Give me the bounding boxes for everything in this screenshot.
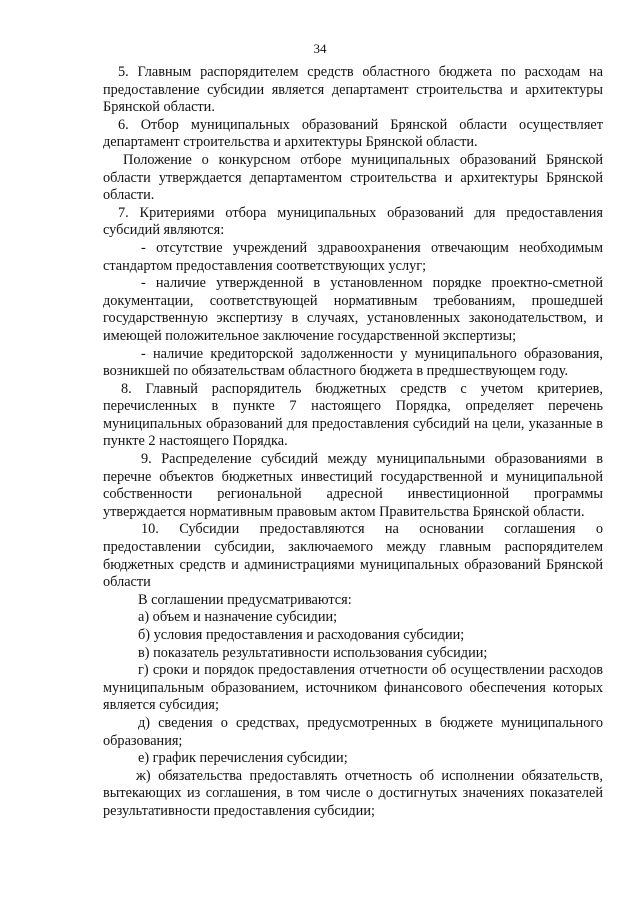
paragraph: - наличие утвержденной в установленном порядке проектно-сметной документации, соответствующей нормативным требованиям, прошедшей государственную экспертизу в случаях, установленных законодательством, и имеющей положительное заключение государственной экспертизы; [103,275,603,344]
paragraph: 7. Критериями отбора муниципальных образований для предоставления субсидий являются: [103,204,603,239]
document-body [103,64,603,821]
paragraph: а) объем и назначение субсидии; [138,609,338,626]
paragraph: 5. Главным распорядителем средств областного бюджета по расходам на предоставление субсидии является департамент строительства и архитектуры Брянской области. [103,64,603,116]
paragraph: 9. Распределение субсидий между муниципальными образованиями в перечне объектов бюджетных инвестиций государственной и муниципальной собственности региональной адресной инвестиционной программы утверждается нормативным правовым актом Правительства Брянской области. [103,451,603,520]
paragraph: е) график перечисления субсидии; [138,750,348,767]
paragraph: г) сроки и порядок предоставления отчетности об осуществлении расходов муниципальным образованием, источником финансового обеспечения которых является субсидия; [103,662,603,714]
paragraph: - наличие кредиторской задолженности у муниципального образования, возникшей по обязательствам областного бюджета в предшествующем году. [103,345,603,380]
paragraph: в) показатель результативности использования субсидии; [138,644,488,661]
paragraph: ж) обязательства предоставлять отчетность об исполнении обязательств, вытекающих из соглашения, в том числе о достигнутых значениях показателей результативности предоставления субсидии; [103,767,603,819]
page-number: 34 [313,41,327,56]
paragraph: - отсутствие учреждений здравоохранения отвечающим необходимым стандартом предоставления соответствующих услуг; [103,239,603,274]
paragraph: 10. Субсидии предоставляются на основании соглашения о предоставлении субсидии, заключаемого между главным распорядителем бюджетных средств и администрациями муниципальных образований Брянской области [103,521,603,591]
paragraph: В соглашении предусматриваются: [138,591,352,608]
paragraph: Положение о конкурсном отборе муниципальных образований Брянской области утверждается департаментом строительства и архитектуры Брянской области. [103,151,603,204]
paragraph: 8. Главный распорядитель бюджетных средств с учетом критериев, перечисленных в пункте 7 настоящего Порядка, определяет перечень муниципальных образований для предоставления субсидий на цели, указанные в пункте 2 настоящего Порядка. [103,380,603,450]
paragraph: 6. Отбор муниципальных образований Брянской области осуществляет департамент строительства и архитектуры Брянской области. [103,116,603,151]
paragraph: д) сведения о средствах, предусмотренных в бюджете муниципального образования; [103,714,603,749]
paragraph: б) условия предоставления и расходования субсидии; [138,627,465,643]
